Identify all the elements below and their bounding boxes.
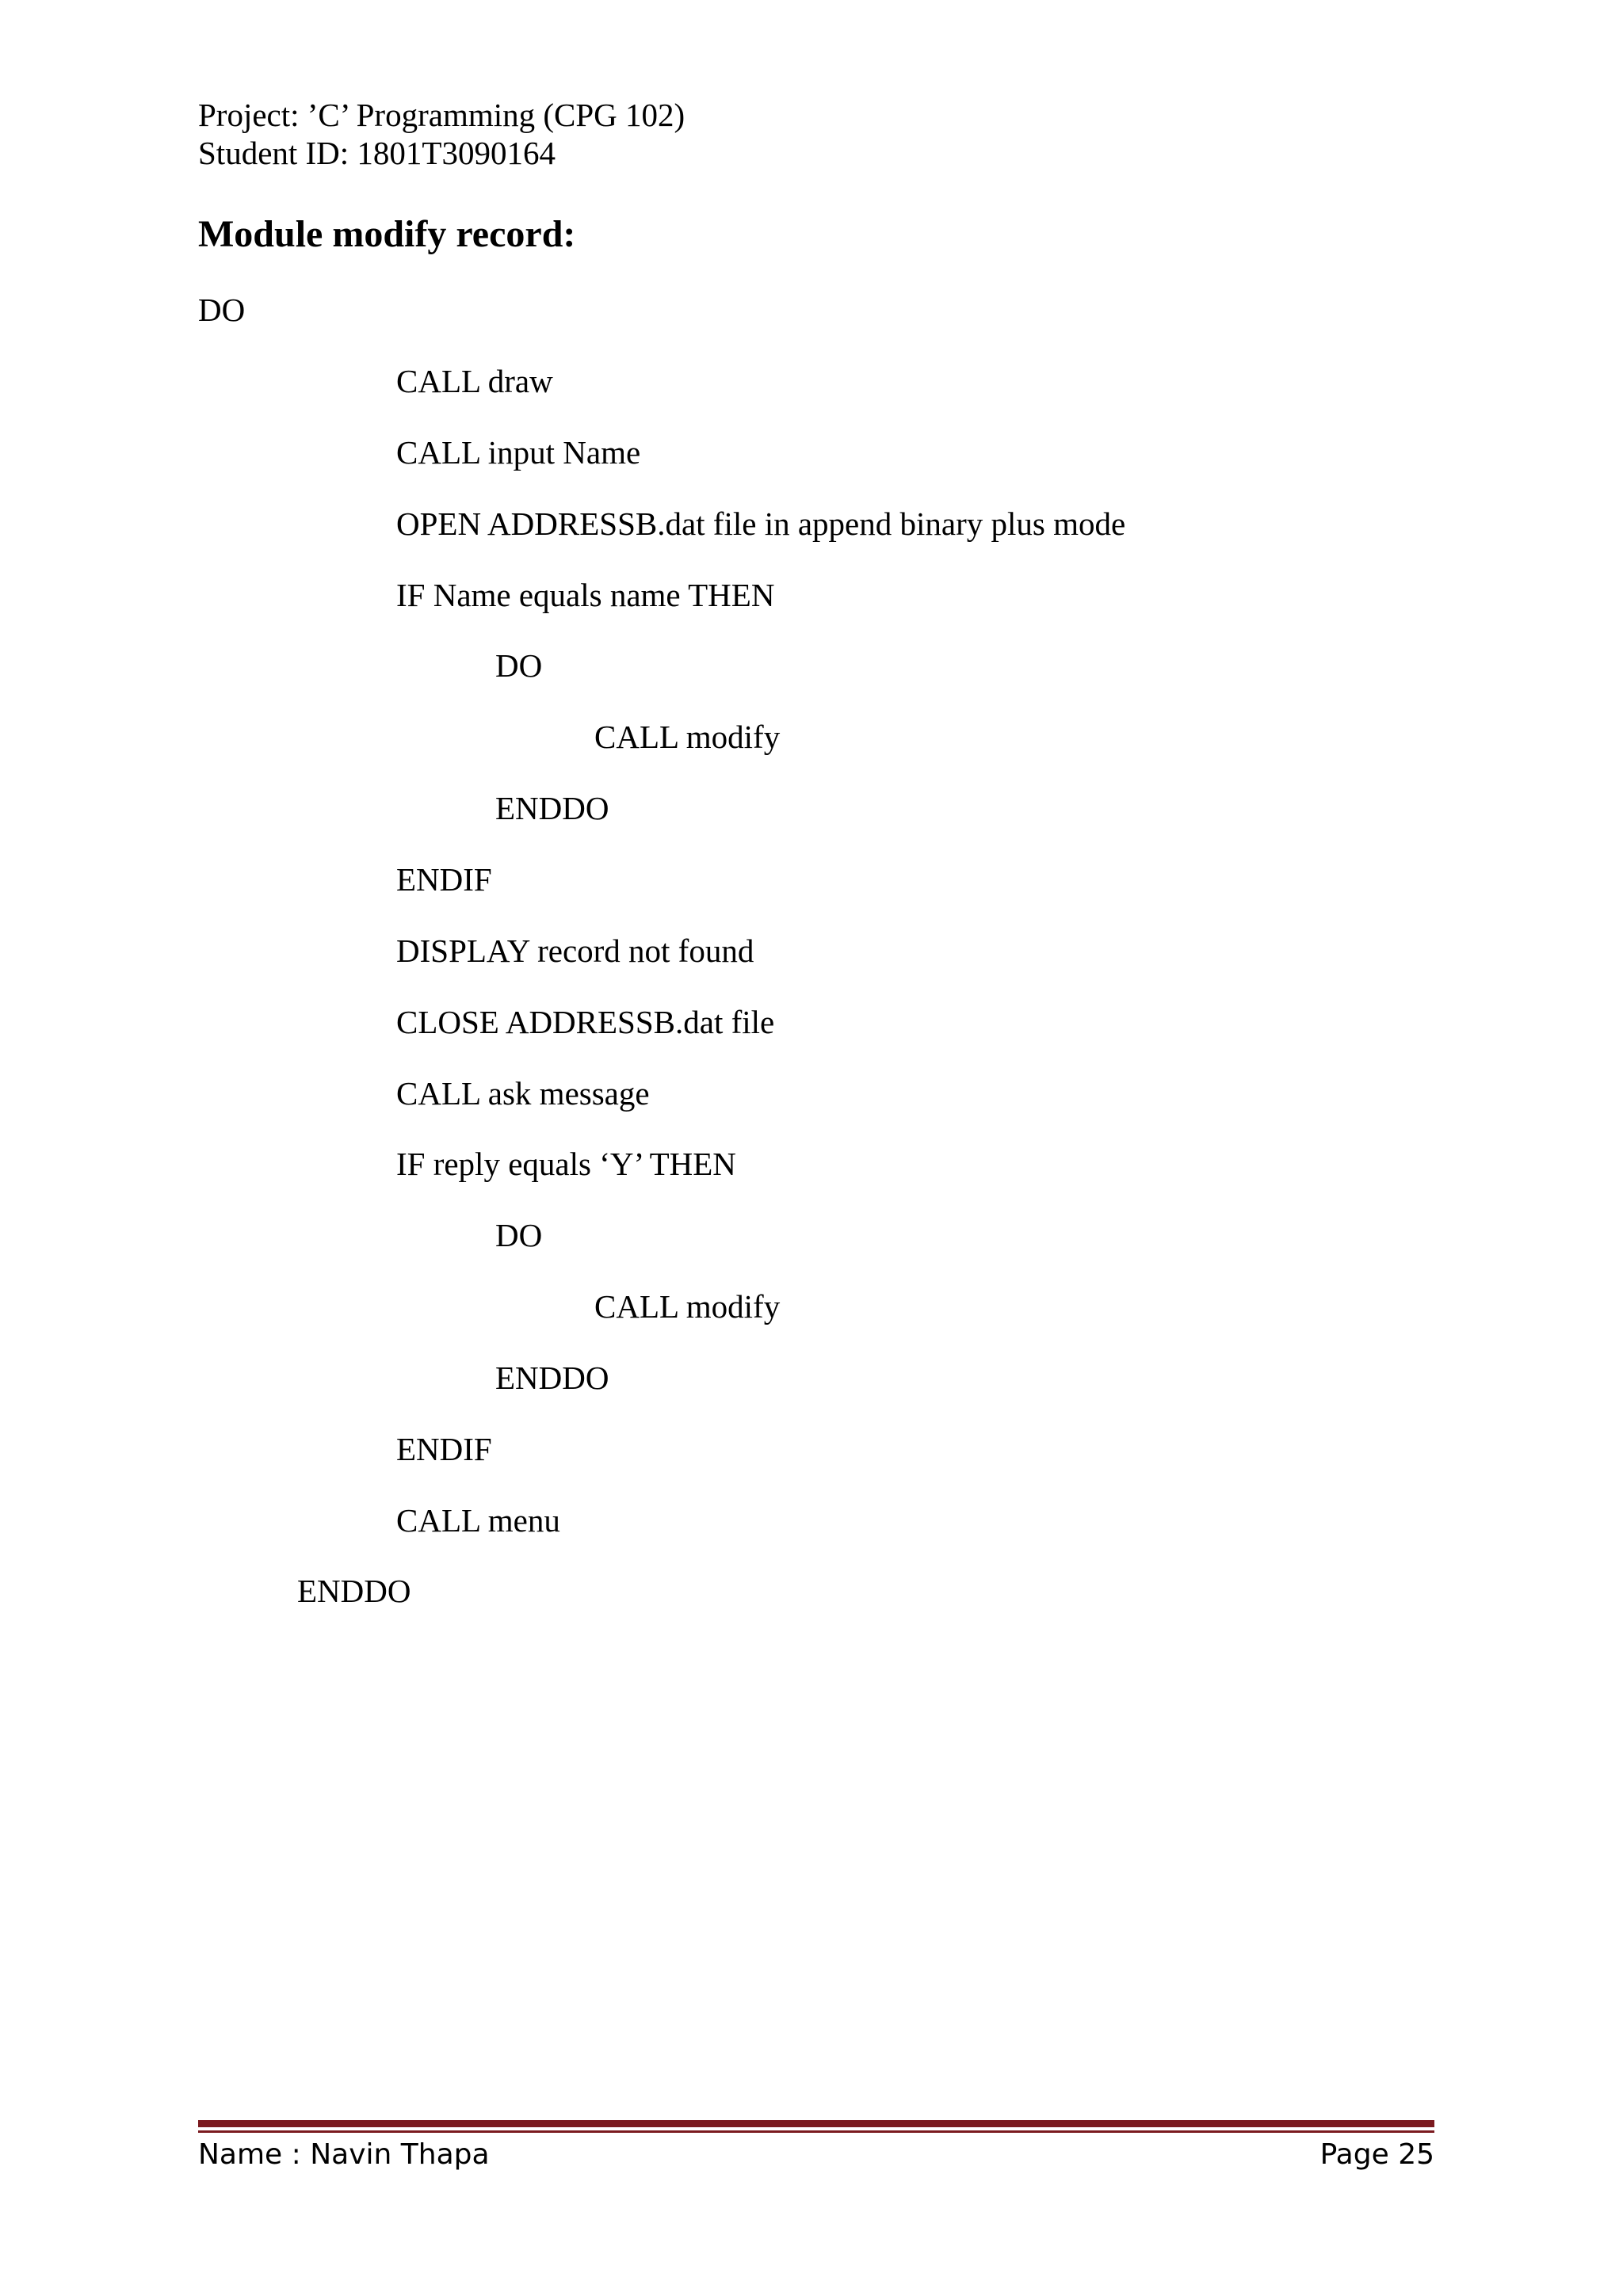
page-header <box>198 96 685 172</box>
pseudocode-line: ENDDO <box>495 1360 609 1396</box>
project-title: Project: ’C’ Programming (CPG 102) <box>198 97 685 133</box>
footer-divider-thin <box>198 2130 1434 2133</box>
pseudocode-line: ENDIF <box>396 1431 492 1467</box>
pseudocode-line: CLOSE ADDRESSB.dat file <box>396 1004 775 1040</box>
pseudocode-line: CALL input Name <box>396 434 641 471</box>
pseudocode-line: CALL draw <box>396 363 553 399</box>
pseudocode-line: CALL ask message <box>396 1075 650 1112</box>
pseudocode-line: IF Name equals name THEN <box>396 577 775 613</box>
footer-divider <box>198 2120 1434 2127</box>
footer-page-number: Page 25 <box>1319 2138 1434 2171</box>
pseudocode-line: ENDIF <box>396 861 492 898</box>
footer-author-name: Name : Navin Thapa <box>198 2138 490 2171</box>
pseudocode-line: DISPLAY record not found <box>396 933 754 969</box>
section-heading: Module modify record: <box>198 213 576 255</box>
student-id: Student ID: 1801T3090164 <box>198 135 556 171</box>
pseudocode-line: DO <box>198 292 246 328</box>
pseudocode-line: DO <box>495 1217 543 1253</box>
pseudocode-line: CALL menu <box>396 1502 560 1539</box>
pseudocode-line: CALL modify <box>594 719 781 755</box>
pseudocode-line: IF reply equals ‘Y’ THEN <box>396 1146 736 1182</box>
pseudocode-line: ENDDO <box>297 1573 411 1609</box>
pseudocode-line: OPEN ADDRESSB.dat file in append binary plus mode <box>396 505 1126 542</box>
pseudocode-line: CALL modify <box>594 1288 781 1325</box>
pseudocode-line: ENDDO <box>495 790 609 826</box>
pseudocode-line: DO <box>495 647 543 684</box>
